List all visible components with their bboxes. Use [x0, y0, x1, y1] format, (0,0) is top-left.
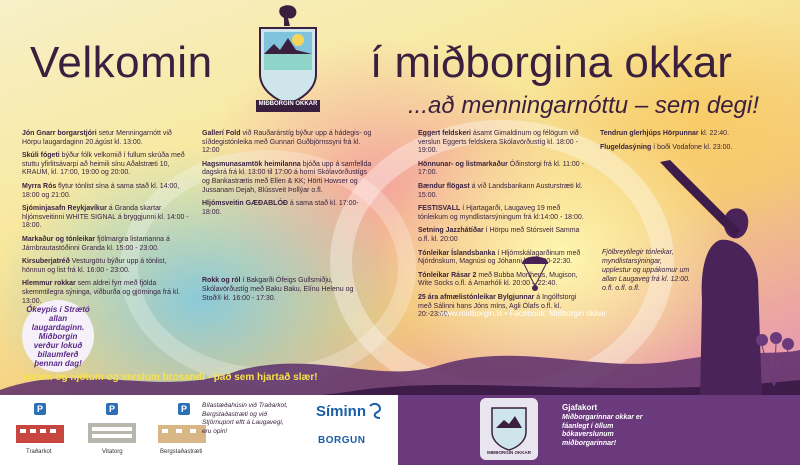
program-item: Sjóminjasafn Reykjavíkur á Granda skartar hljómsveitinni WHITE SIGNAL á bryggjunni kl. 14:00 - 18:00. [22, 205, 189, 230]
slogan: Verum og njótum og verslum brosandi - það sem hjartað slær! [22, 372, 318, 383]
program-item: Setning Jazzhátíðar í Hörpu með Stórsveit Samma o.fl. kl. 20:00 [418, 227, 580, 243]
laugavegur-note: Fjölbreytilegir tónleikar, myndlistarsýningar, upplestur og uppákomur um allan Laugaveg frá kl. 12:00. o.fl. o.fl. o.fl. [602, 249, 690, 292]
giftcard-text: Miðborgarinnar okkar er fáanlegt í öllum bókaverslunum miðborgarinnar! [562, 414, 643, 447]
program-item: Hagsmunasamtök heimilanna bjóða upp á samfellda dagskrá frá kl. 13:00 til 17:00 á horni Skólavörðustígs og Bankastrætis með Ellen & KK; Hörti Howser og Jussanam Dejah, Blússveit Þollýar o.fl. [202, 160, 372, 194]
giftcard-logo-text: MIÐBORGIN OKKAR [487, 450, 531, 455]
borgun-logo: BORGUN [318, 435, 366, 446]
midborgin-logo [250, 4, 326, 124]
program-item: Skúli fógeti býður fólk velkomið í fullum skrúða með stuttu yfirlitsávarpi að heimili sínu Aðalstræti 10, KRAUM, kl. 17:00, 19:00 og 20:00. [22, 152, 185, 177]
website-line[interactable]: www.midborgin.is • Facebook: Miðborgin okkar [440, 309, 606, 318]
program-item: Gallerí Fold við Rauðarárstíg býður upp á hádegis- og síðdegistónleika með Gunnari Guðbjörnssyni frá kl. 12:00 [202, 130, 372, 155]
parking-info: Bílastæðahúsin við Traðarkot, Bergstaðastræti og við Stjörnuport eftt á Laugavegi, eru opin! [202, 402, 288, 435]
program-item: Eggert feldskeri ásamt Gimaldinum og félögum við verslun Eggerts feldskera Skólavörðustíg kl. 18:00 - 19:00. [418, 130, 579, 155]
tagline: ...að menningarnóttu – sem degi! [408, 92, 759, 119]
program-column-2 [202, 130, 372, 308]
program-item: Tendrun glerhjúps Hörpunnar kl. 22:40. [600, 130, 730, 137]
siminn-logo: Síminn [316, 403, 367, 420]
page-title-continued: í miðborgina okkar [370, 38, 732, 87]
giftcard-logo [480, 398, 538, 460]
program-item: Flugeldasýning í boði Vodafone kl. 23:00. [600, 143, 733, 151]
program-column-1 [22, 130, 190, 311]
program-item: Tónleikar Íslandsbanka í Hljómskálagarðinum með Njórdnskum, Magnúsi og Jóhanni kl. 20:00-22:30. [418, 249, 581, 266]
building-icon [86, 419, 138, 445]
logo-text: MIÐBORGIN OKKAR [258, 101, 318, 107]
balloons-icon [752, 330, 796, 390]
program-item: Bændur flögast á við Landsbankann Austurstræti kl. 15:00. [418, 182, 583, 199]
building-label: Vitatorg [102, 449, 123, 455]
program-item: Hljómsveitin GÆÐABLÓÐ á sama stað kl. 17:00-18:00. [202, 200, 359, 216]
program-item: Myrra Rós flytur tónlist sína á sama stað kl. 14:00, 18:00 og 21:00. [22, 182, 180, 199]
program-item: Kirsuberjatréð Vesturgötu býður upp á tónlist, hönnun og list frá kl. 16:00 - 23:00. [22, 258, 167, 274]
program-item: Jón Gnarr borgarstjóri setur Menningarnótt við Hörpu laugardaginn 20.ágúst kl. 13:00. [22, 130, 172, 146]
program-item: FESTISVALL í Hjartagarði, Laugaveg 19 með tónleikum og myndlistarsýningum frá kl:14:00 - 18:00. [418, 205, 584, 221]
giftcard-title: Gjafakort [562, 403, 598, 412]
program-column-4 [600, 130, 760, 157]
program-item: Markaður og tónleikar fjölmargra listamanna á Járnbrautastöðinni Granda kl. 15:00 - 23:00. [22, 235, 170, 252]
free-bus-text: Ókeypis í Strætó allan laugardaginn. Miðborgin verður lokuð bílaumferð þennan dag! [26, 304, 90, 368]
program-item: Hönnunar- og listmarkaður Óðinstorgi frá kl. 11:00 - 17:00. [418, 160, 584, 177]
program-column-3 [418, 130, 588, 325]
siminn-icon [368, 402, 382, 420]
parking-icon: P [178, 403, 190, 415]
free-bus-bubble [22, 300, 94, 372]
program-item: 25 ára afmælistónleikar Bylgjunnar á Ingólfstorgi með Sálinni hans Jóns míns, Agli Ólafs o.fl. kl. 20:-23:00. [418, 293, 577, 319]
building-icon [156, 419, 208, 445]
program-item: Rokk og ról í Bakgarði Ófeigs Gullsmiðju, Skólavörðustíg með Baku Baku, Elínu Helenu og Stoð® kl. 16:00 - 17:30. [202, 277, 354, 302]
building-label: Bergstaðastræti [160, 449, 203, 455]
parking-icon: P [34, 403, 46, 415]
program-item: Tónleikar Rásar 2 með Bubba Morthens, Mugison, Wite Socks o.fl. á Arnarhóli kl. 20:00 – 22:40. [418, 271, 578, 288]
parking-icon: P [106, 403, 118, 415]
building-icon [14, 419, 66, 445]
page-title: Velkomin [30, 38, 213, 87]
program-item: Hlemmur rokkar sem aldrei fyrr með fjölda skemmtilegra sýninga, viðburða og gjörninga frá kl. 13:00. [22, 280, 180, 305]
building-label: Traðarkot [26, 449, 52, 455]
